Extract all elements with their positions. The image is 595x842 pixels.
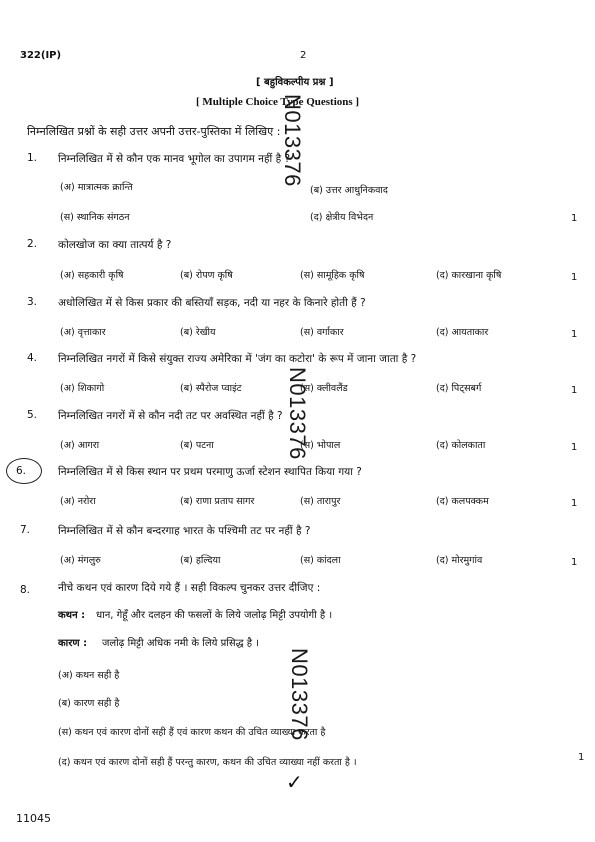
question-number: 2. (27, 238, 38, 250)
option-d: (द) आयताकार (436, 327, 489, 338)
question-mark: 1 (571, 385, 578, 396)
option-a: (अ) सहकारी कृषि (60, 270, 124, 281)
option-b: (ब) रेखीय (180, 327, 216, 338)
option-b: (ब) राणा प्रताप सागर (180, 496, 255, 507)
question-mark: 1 (571, 213, 578, 224)
option-c: (स) सामूहिक कृषि (300, 270, 365, 281)
option-a: (अ) वृत्ताकार (60, 327, 106, 338)
option-c: (स) स्थानिक संगठन (60, 212, 130, 223)
option-c: (स) तारापुर (300, 496, 341, 507)
question-text: अधोलिखित में से किस प्रकार की बस्तियाँ सड़क, नदी या नहर के किनारे होती हैं ? (58, 297, 366, 309)
serial-stamp: N013376 (280, 94, 305, 187)
heading-english: [ Multiple Choice Type Questions ] (196, 96, 360, 108)
tick-mark-icon: ✓ (286, 770, 303, 794)
option-d: (द) कलपक्कम (436, 496, 489, 507)
option-b: (ब) पटना (180, 440, 214, 451)
question-number: 7. (20, 524, 31, 536)
serial-stamp: N013376 (285, 367, 310, 460)
question-number: 5. (27, 409, 38, 421)
question-number: 8. (20, 584, 31, 596)
question-mark: 1 (571, 557, 578, 568)
heading-hindi: [ बहुविकल्पीय प्रश्न ] (256, 77, 334, 88)
question-text: नीचे कथन एवं कारण दिये गये हैं । सही विकल्प चुनकर उत्तर दीजिए : (58, 582, 321, 594)
option-d: (द) कथन एवं कारण दोनों सही हैं परन्तु कारण, कथन की उचित व्याख्या नहीं करता है । (58, 757, 357, 768)
question-mark: 1 (571, 498, 578, 509)
question-text: निम्नलिखित में से किस स्थान पर प्रथम परमाणु ऊर्जा स्टेशन स्थापित किया गया ? (58, 466, 362, 478)
option-a: (अ) शिकागो (60, 383, 105, 394)
question-number: 3. (27, 296, 38, 308)
option-a: (अ) कथन सही है (58, 670, 120, 681)
option-d: (द) कोलकाता (436, 440, 486, 451)
question-text: निम्नलिखित में से कौन बन्दरगाह भारत के पश्चिमी तट पर नहीं है ? (58, 525, 311, 537)
option-d: (द) मोरमुगांव (436, 555, 483, 566)
question-number: 4. (27, 352, 38, 364)
question-number: 6. (16, 465, 27, 477)
option-b: (ब) उत्तर आधुनिकवाद (310, 185, 388, 196)
option-a: (अ) आगरा (60, 440, 100, 451)
question-number: 1. (27, 152, 38, 164)
option-d: (द) पिट्सबर्ग (436, 383, 482, 394)
statement-text: धान, गेहूँ और दलहन की फसलों के लिये जलोढ़ मिट्टी उपयोगी है । (96, 610, 333, 621)
option-d: (द) कारखाना कृषि (436, 270, 502, 281)
question-text: निम्नलिखित नगरों में किसे संयुक्त राज्य अमेरिका में 'जंग का कटोरा' के रूप में जाना जाता है ? (58, 353, 417, 365)
question-text: निम्नलिखित नगरों में से कौन नदी तट पर अवस्थित नहीं है ? (58, 410, 283, 422)
question-mark: 1 (571, 272, 578, 283)
option-c: (स) वर्गाकार (300, 327, 344, 338)
statement-label: कथन : (58, 610, 86, 621)
question-mark: 1 (571, 329, 578, 340)
option-b: (ब) कारण सही है (58, 698, 120, 709)
option-c: (स) भोपाल (300, 440, 341, 451)
instruction-text: निम्नलिखित प्रश्नों के सही उत्तर अपनी उत्तर-पुस्तिका में लिखिए : (27, 125, 281, 138)
page-number: 2 (300, 50, 307, 61)
option-d: (द) क्षेत्रीय विभेदन (310, 212, 374, 223)
option-a: (अ) मात्रात्मक क्रान्ति (60, 182, 133, 193)
question-text: कोलखोज का क्या तात्पर्य है ? (58, 239, 172, 251)
footer-code: 11045 (16, 812, 51, 825)
option-c: (स) क्लीवलैंड (300, 383, 348, 394)
question-text: निम्नलिखित में से कौन एक मानव भूगोल का उपागम नहीं है ? (58, 153, 291, 165)
option-a: (अ) नरोरा (60, 496, 96, 507)
reason-label: कारण : (58, 638, 88, 649)
question-mark: 1 (571, 442, 578, 453)
option-b: (ब) स्पैरोज प्वाइंट (180, 383, 242, 394)
option-c: (स) कांदला (300, 555, 341, 566)
option-b: (ब) रोपण कृषि (180, 270, 233, 281)
question-mark: 1 (578, 752, 585, 763)
option-a: (अ) मंगलुरु (60, 555, 101, 566)
reason-text: जलोढ़ मिट्टी अधिक नमी के लिये प्रसिद्ध है । (102, 638, 260, 649)
paper-code: 322(IP) (20, 50, 62, 61)
option-b: (ब) हल्दिया (180, 555, 221, 566)
serial-stamp: N013376 (287, 648, 312, 741)
option-c: (स) कथन एवं कारण दोनों सही हैं एवं कारण कथन की उचित व्याख्या करता है (58, 727, 326, 738)
